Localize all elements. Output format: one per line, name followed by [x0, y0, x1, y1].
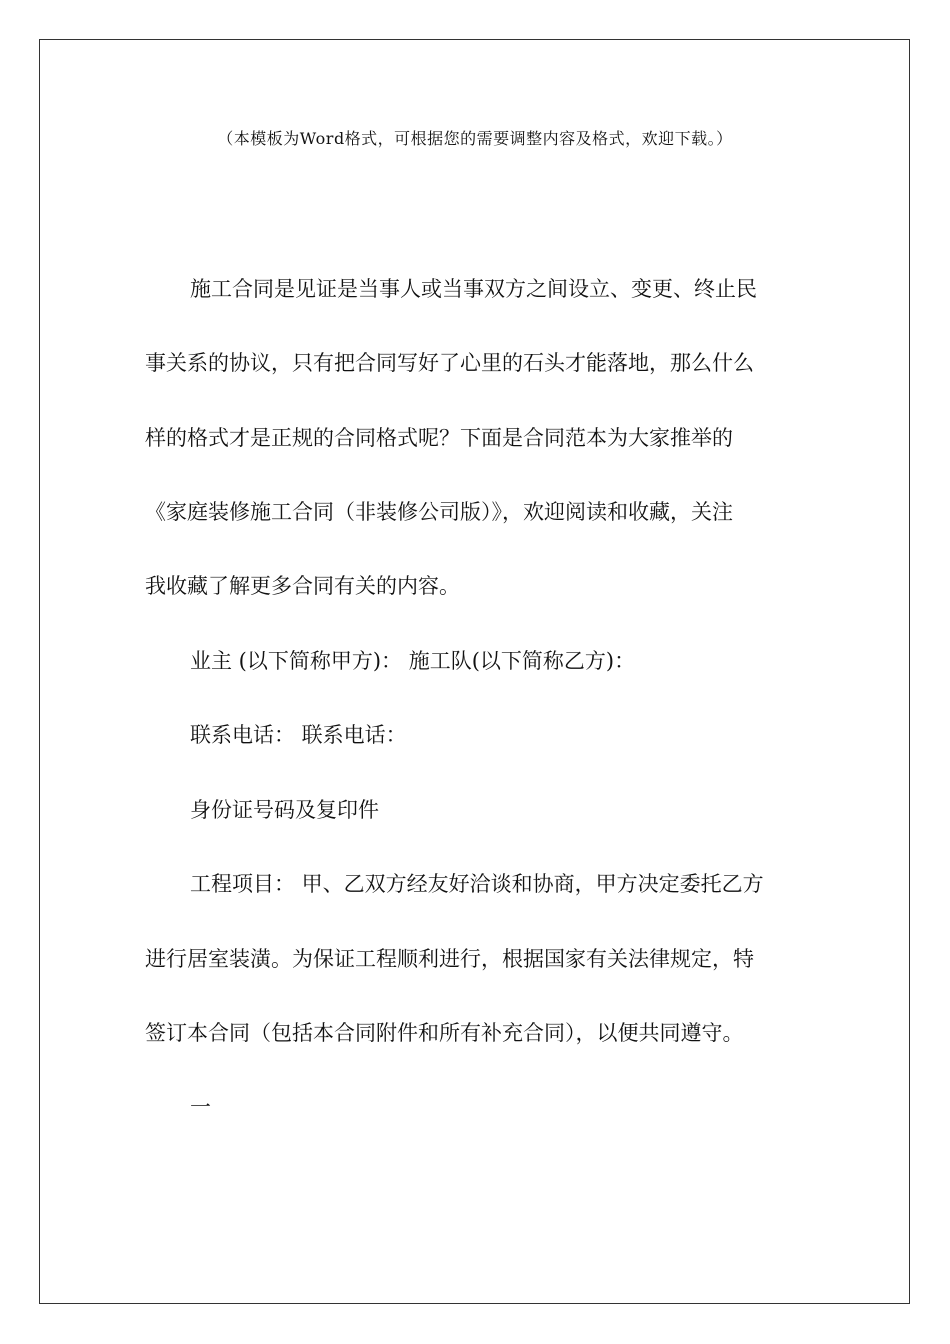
template-note: （本模板为Word格式，可根据您的需要调整内容及格式，欢迎下载。）	[217, 129, 733, 148]
intro-line-3: 样的格式才是正规的合同格式呢？下面是合同范本为大家推举的	[145, 426, 733, 450]
intro-line-4: 《家庭装修施工合同（非装修公司版）》，欢迎阅读和收藏，关注	[145, 500, 733, 524]
id-card-line: 身份证号码及复印件	[190, 798, 379, 822]
intro-line-1: 施工合同是见证是当事人或当事双方之间设立、变更、终止民	[190, 277, 757, 301]
parties-line: 业主 (以下简称甲方)： 施工队(以下简称乙方)：	[190, 649, 636, 673]
intro-line-5: 我收藏了解更多合同有关的内容。	[145, 574, 460, 598]
project-line-2: 进行居室装潢。为保证工程顺利进行，根据国家有关法律规定，特	[145, 947, 754, 971]
project-line-3: 签订本合同（包括本合同附件和所有补充合同），以便共同遵守。	[145, 1021, 744, 1045]
project-line-1: 工程项目： 甲、乙双方经友好洽谈和协商，甲方决定委托乙方	[190, 872, 764, 896]
section-heading-one: 一	[190, 1095, 211, 1119]
phone-line: 联系电话： 联系电话：	[190, 723, 407, 747]
intro-line-2: 事关系的协议，只有把合同写好了心里的石头才能落地，那么什么	[145, 351, 754, 375]
